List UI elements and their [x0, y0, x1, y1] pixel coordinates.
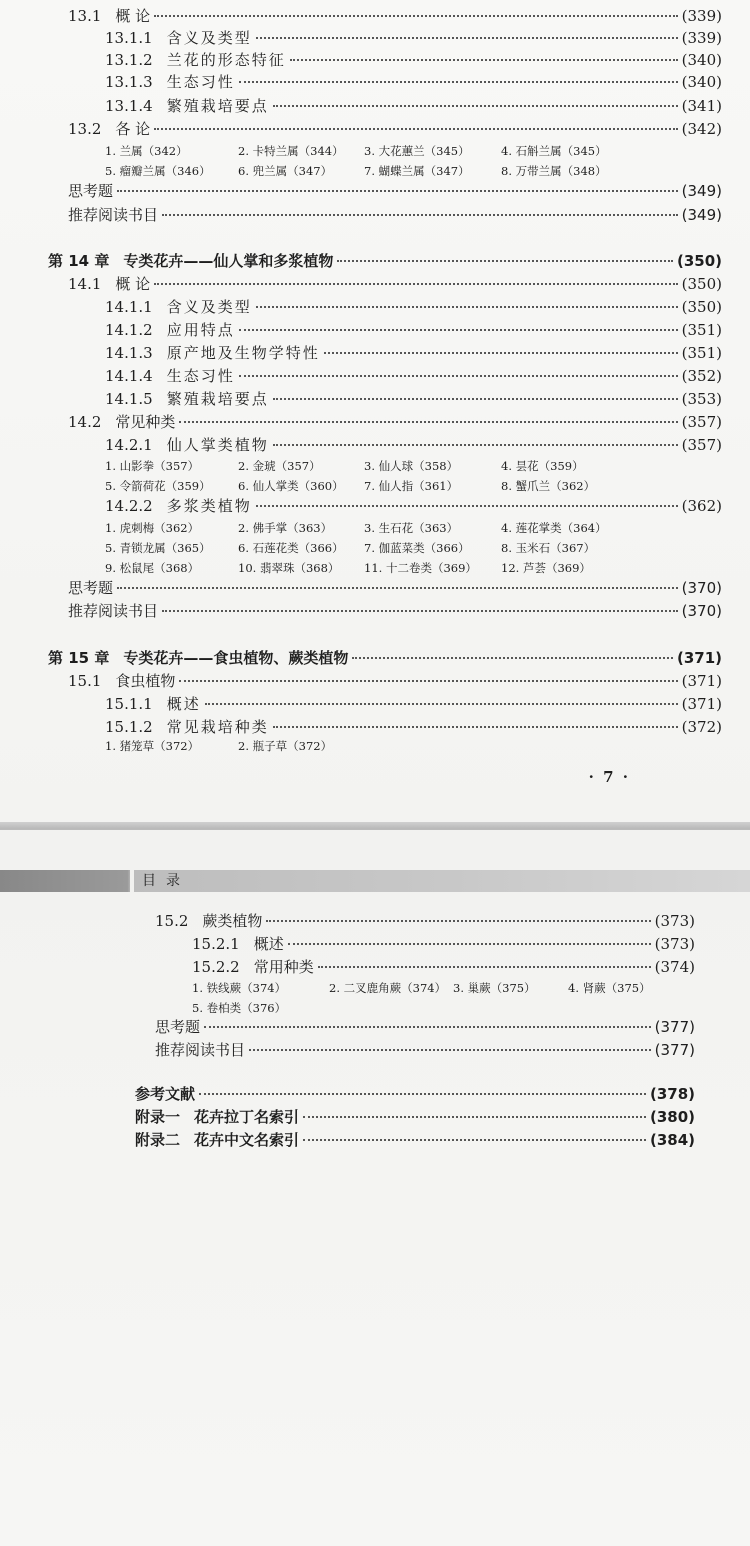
section-title: 推荐阅读书目	[155, 1041, 246, 1059]
page-ref: (372)	[681, 718, 722, 736]
section-title: 繁殖栽培要点	[166, 390, 269, 408]
page-ref: (353)	[681, 390, 722, 408]
species-list-insectivore	[105, 736, 631, 756]
species-item[interactable]: 7. 蝴蝶兰属（347）	[364, 164, 470, 178]
section-title: 常见栽培种类	[166, 718, 269, 736]
species-item[interactable]: 2. 二叉鹿角蕨（374）	[329, 981, 447, 995]
toc-entry[interactable]	[68, 118, 722, 140]
species-item[interactable]: 1. 虎刺梅（362）	[105, 521, 200, 535]
toc-entry[interactable]	[68, 577, 722, 599]
page-ref: (350)	[681, 275, 722, 293]
species-item[interactable]: 5. 卷柏类（376）	[192, 1001, 287, 1015]
page-ref: (340)	[681, 73, 722, 91]
species-item[interactable]: 2. 卡特兰属（344）	[238, 144, 344, 158]
species-item[interactable]: 5. 瘤瓣兰属（346）	[105, 164, 211, 178]
toc-entry[interactable]	[105, 27, 722, 49]
leader-dots	[324, 352, 678, 354]
section-number: 14.2.1	[105, 436, 153, 454]
page-ref: (339)	[681, 29, 722, 47]
page-ref: (339)	[681, 7, 722, 25]
toc-entry[interactable]	[155, 1039, 695, 1061]
running-header-bar	[0, 870, 750, 892]
chapter-title: 参考文献	[135, 1085, 196, 1103]
species-item[interactable]: 8. 万带兰属（348）	[501, 164, 607, 178]
species-item[interactable]: 8. 玉米石（367）	[501, 541, 596, 555]
page-ref: (371)	[681, 672, 722, 690]
page-ref: (349)	[681, 182, 722, 200]
species-item[interactable]: 4. 石斛兰属（345）	[501, 144, 607, 158]
section-title: 常见种类	[115, 413, 176, 431]
page-ref: (340)	[681, 51, 722, 69]
section-number: 13.1.4	[105, 97, 153, 115]
species-item[interactable]: 4. 莲花掌类（364）	[501, 521, 607, 535]
toc-entry[interactable]	[192, 933, 695, 955]
section-number: 15.2	[155, 912, 189, 930]
toc-entry[interactable]	[68, 5, 722, 27]
species-item[interactable]: 5. 令箭荷花（359）	[105, 479, 211, 493]
chapter-entry[interactable]	[135, 1106, 695, 1128]
section-number: 15.2.1	[192, 935, 240, 953]
species-item[interactable]: 2. 佛手掌（363）	[238, 521, 333, 535]
section-title: 各 论	[115, 120, 151, 138]
section-number: 13.1	[68, 7, 102, 25]
toc-entry[interactable]	[105, 342, 722, 364]
section-title: 概述	[253, 935, 284, 953]
species-item[interactable]: 1. 猪笼草（372）	[105, 739, 200, 753]
page-ref: (371)	[676, 649, 722, 667]
section-number: 14.1.1	[105, 298, 153, 316]
toc-entry[interactable]	[105, 296, 722, 318]
section-title: 思考题	[155, 1018, 201, 1036]
leader-dots	[273, 726, 678, 728]
species-item[interactable]: 9. 松鼠尾（368）	[105, 561, 200, 575]
page-ref: (342)	[681, 120, 722, 138]
section-number: 14.2.2	[105, 497, 153, 515]
section-number: 14.1.5	[105, 390, 153, 408]
section-title: 常用种类	[253, 958, 314, 976]
page-ref: (357)	[681, 436, 722, 454]
toc-entry[interactable]	[68, 670, 722, 692]
page-ref: (341)	[681, 97, 722, 115]
page-ref: (371)	[681, 695, 722, 713]
leader-dots	[239, 329, 678, 331]
chapter-title: 专类花卉——食虫植物、蕨类植物	[123, 649, 349, 667]
section-number: 13.1.3	[105, 73, 153, 91]
page-ref: (384)	[649, 1131, 695, 1149]
leader-dots	[179, 680, 677, 682]
leader-dots	[117, 587, 678, 589]
page-ref: (378)	[649, 1085, 695, 1103]
section-title: 仙人掌类植物	[166, 436, 269, 454]
species-list-ferns	[192, 978, 668, 1018]
toc-entry[interactable]	[68, 600, 722, 622]
section-number: 13.2	[68, 120, 102, 138]
species-item[interactable]: 8. 蟹爪兰（362）	[501, 479, 596, 493]
species-item[interactable]: 3. 仙人球（358）	[364, 459, 459, 473]
appendix-number: 附录一	[135, 1108, 181, 1126]
species-item[interactable]: 2. 瓶子草（372）	[238, 739, 333, 753]
species-item[interactable]: 6. 石莲花类（366）	[238, 541, 344, 555]
toc-entry[interactable]	[68, 204, 722, 226]
toc-entry[interactable]	[105, 716, 722, 738]
section-number: 14.1.2	[105, 321, 153, 339]
section-number: 15.1.1	[105, 695, 153, 713]
page-ref: (357)	[681, 413, 722, 431]
section-title: 含义及类型	[166, 29, 252, 47]
section-number: 15.1	[68, 672, 102, 690]
page-ref: (351)	[681, 344, 722, 362]
species-item[interactable]: 6. 仙人掌类（360）	[238, 479, 344, 493]
species-item[interactable]: 7. 伽蓝菜类（366）	[364, 541, 470, 555]
leader-dots	[179, 421, 677, 423]
species-item[interactable]: 12. 芦荟（369）	[501, 561, 591, 575]
section-number: 15.2.2	[192, 958, 240, 976]
section-number: 14.1	[68, 275, 102, 293]
page-ref: (380)	[649, 1108, 695, 1126]
species-item[interactable]: 2. 金琥（357）	[238, 459, 321, 473]
toc-entry[interactable]	[192, 956, 695, 978]
leader-dots	[266, 920, 650, 922]
leader-dots	[239, 375, 678, 377]
leader-dots	[288, 943, 651, 945]
toc-entry[interactable]	[68, 180, 722, 202]
toc-entry[interactable]	[105, 319, 722, 341]
species-item[interactable]: 1. 铁线蕨（374）	[192, 981, 287, 995]
section-title: 兰花的形态特征	[166, 51, 286, 69]
leader-dots	[162, 610, 678, 612]
toc-entry[interactable]	[68, 411, 722, 433]
appendix-number: 附录二	[135, 1131, 181, 1149]
section-number: 13.1.2	[105, 51, 153, 69]
toc-entry[interactable]	[155, 1016, 695, 1038]
leader-dots	[256, 37, 678, 39]
page-ref: (352)	[681, 367, 722, 385]
species-item[interactable]: 3. 巢蕨（375）	[453, 981, 536, 995]
header-divider	[130, 870, 134, 892]
section-title: 多浆类植物	[166, 497, 252, 515]
page-ref: (370)	[681, 602, 722, 620]
page-number: · 7 ·	[588, 768, 630, 786]
toc-entry[interactable]	[105, 71, 722, 93]
species-item[interactable]: 4. 昙花（359）	[501, 459, 584, 473]
species-item[interactable]: 7. 仙人指（361）	[364, 479, 459, 493]
species-item[interactable]: 10. 翡翠珠（368）	[238, 561, 340, 575]
toc-entry[interactable]	[155, 910, 695, 932]
page-ref: (377)	[654, 1041, 695, 1059]
species-item[interactable]: 4. 肾蕨（375）	[568, 981, 651, 995]
species-list-succulent	[105, 518, 631, 578]
chapter-entry[interactable]	[135, 1129, 695, 1151]
page-ref: (350)	[676, 252, 722, 270]
section-title: 推荐阅读书目	[68, 206, 159, 224]
section-title: 概 论	[115, 7, 151, 25]
section-title: 思考题	[68, 182, 114, 200]
section-title: 繁殖栽培要点	[166, 97, 269, 115]
chapter-title: 花卉拉丁名索引	[194, 1108, 300, 1126]
leader-dots	[303, 1116, 646, 1118]
section-title: 生态习性	[166, 367, 235, 385]
species-item[interactable]: 3. 生石花（363）	[364, 521, 459, 535]
toc-entry[interactable]	[105, 434, 722, 456]
section-title: 原产地及生物学特性	[166, 344, 320, 362]
toc-entry[interactable]	[105, 495, 722, 517]
page-ref: (377)	[654, 1018, 695, 1036]
species-item[interactable]: 6. 兜兰属（347）	[238, 164, 333, 178]
leader-dots	[273, 398, 678, 400]
section-title: 思考题	[68, 579, 114, 597]
page-ref: (362)	[681, 497, 722, 515]
leader-dots	[318, 966, 651, 968]
page-ref: (373)	[654, 935, 695, 953]
chapter-entry[interactable]	[135, 1083, 695, 1105]
section-number: 15.1.2	[105, 718, 153, 736]
section-title: 含义及类型	[166, 298, 252, 316]
chapter-entry[interactable]	[48, 647, 722, 669]
leader-dots	[162, 214, 678, 216]
species-item[interactable]: 11. 十二卷类（369）	[364, 561, 477, 575]
section-title: 蕨类植物	[202, 912, 263, 930]
toc-page-continued	[0, 830, 750, 1546]
section-number: 13.1.1	[105, 29, 153, 47]
section-title: 应用特点	[166, 321, 235, 339]
leader-dots	[290, 59, 678, 61]
leader-dots	[239, 81, 678, 83]
section-title: 推荐阅读书目	[68, 602, 159, 620]
species-item[interactable]: 3. 大花蕙兰（345）	[364, 144, 470, 158]
leader-dots	[256, 306, 678, 308]
leader-dots	[273, 444, 678, 446]
leader-dots	[154, 15, 677, 17]
chapter-title: 专类花卉——仙人掌和多浆植物	[123, 252, 334, 270]
toc-entry[interactable]	[68, 273, 722, 295]
toc-entry[interactable]	[105, 388, 722, 410]
page-ref: (370)	[681, 579, 722, 597]
leader-dots	[249, 1049, 651, 1051]
section-number: 14.2	[68, 413, 102, 431]
species-item[interactable]: 1. 山影拳（357）	[105, 459, 200, 473]
section-number: 14.1.3	[105, 344, 153, 362]
toc-entry[interactable]	[105, 365, 722, 387]
toc-entry[interactable]	[105, 95, 722, 117]
section-title: 生态习性	[166, 73, 235, 91]
page-ref: (351)	[681, 321, 722, 339]
chapter-number: 第 15 章	[48, 649, 110, 667]
leader-dots	[273, 105, 678, 107]
section-number: 14.1.4	[105, 367, 153, 385]
leader-dots	[199, 1093, 646, 1095]
leader-dots	[204, 1026, 651, 1028]
leader-dots	[256, 505, 678, 507]
section-title: 食虫植物	[115, 672, 176, 690]
leader-dots	[303, 1139, 646, 1141]
toc-entry[interactable]	[105, 693, 722, 715]
page-ref: (350)	[681, 298, 722, 316]
chapter-title: 花卉中文名索引	[194, 1131, 300, 1149]
page-ref: (374)	[654, 958, 695, 976]
species-list-orchids	[105, 141, 631, 181]
leader-dots	[154, 128, 677, 130]
toc-entry[interactable]	[105, 49, 722, 71]
section-title: 概 论	[115, 275, 151, 293]
leader-dots	[337, 260, 673, 262]
species-item[interactable]: 1. 兰属（342）	[105, 144, 188, 158]
leader-dots	[117, 190, 678, 192]
species-list-cactus	[105, 456, 631, 496]
leader-dots	[352, 657, 673, 659]
section-title: 概述	[166, 695, 201, 713]
chapter-entry[interactable]	[48, 250, 722, 272]
page-ref: (349)	[681, 206, 722, 224]
running-header-title: 目录	[142, 873, 190, 889]
page-ref: (373)	[654, 912, 695, 930]
leader-dots	[154, 283, 677, 285]
chapter-number: 第 14 章	[48, 252, 110, 270]
leader-dots	[205, 703, 678, 705]
species-item[interactable]: 5. 青锁龙属（365）	[105, 541, 211, 555]
